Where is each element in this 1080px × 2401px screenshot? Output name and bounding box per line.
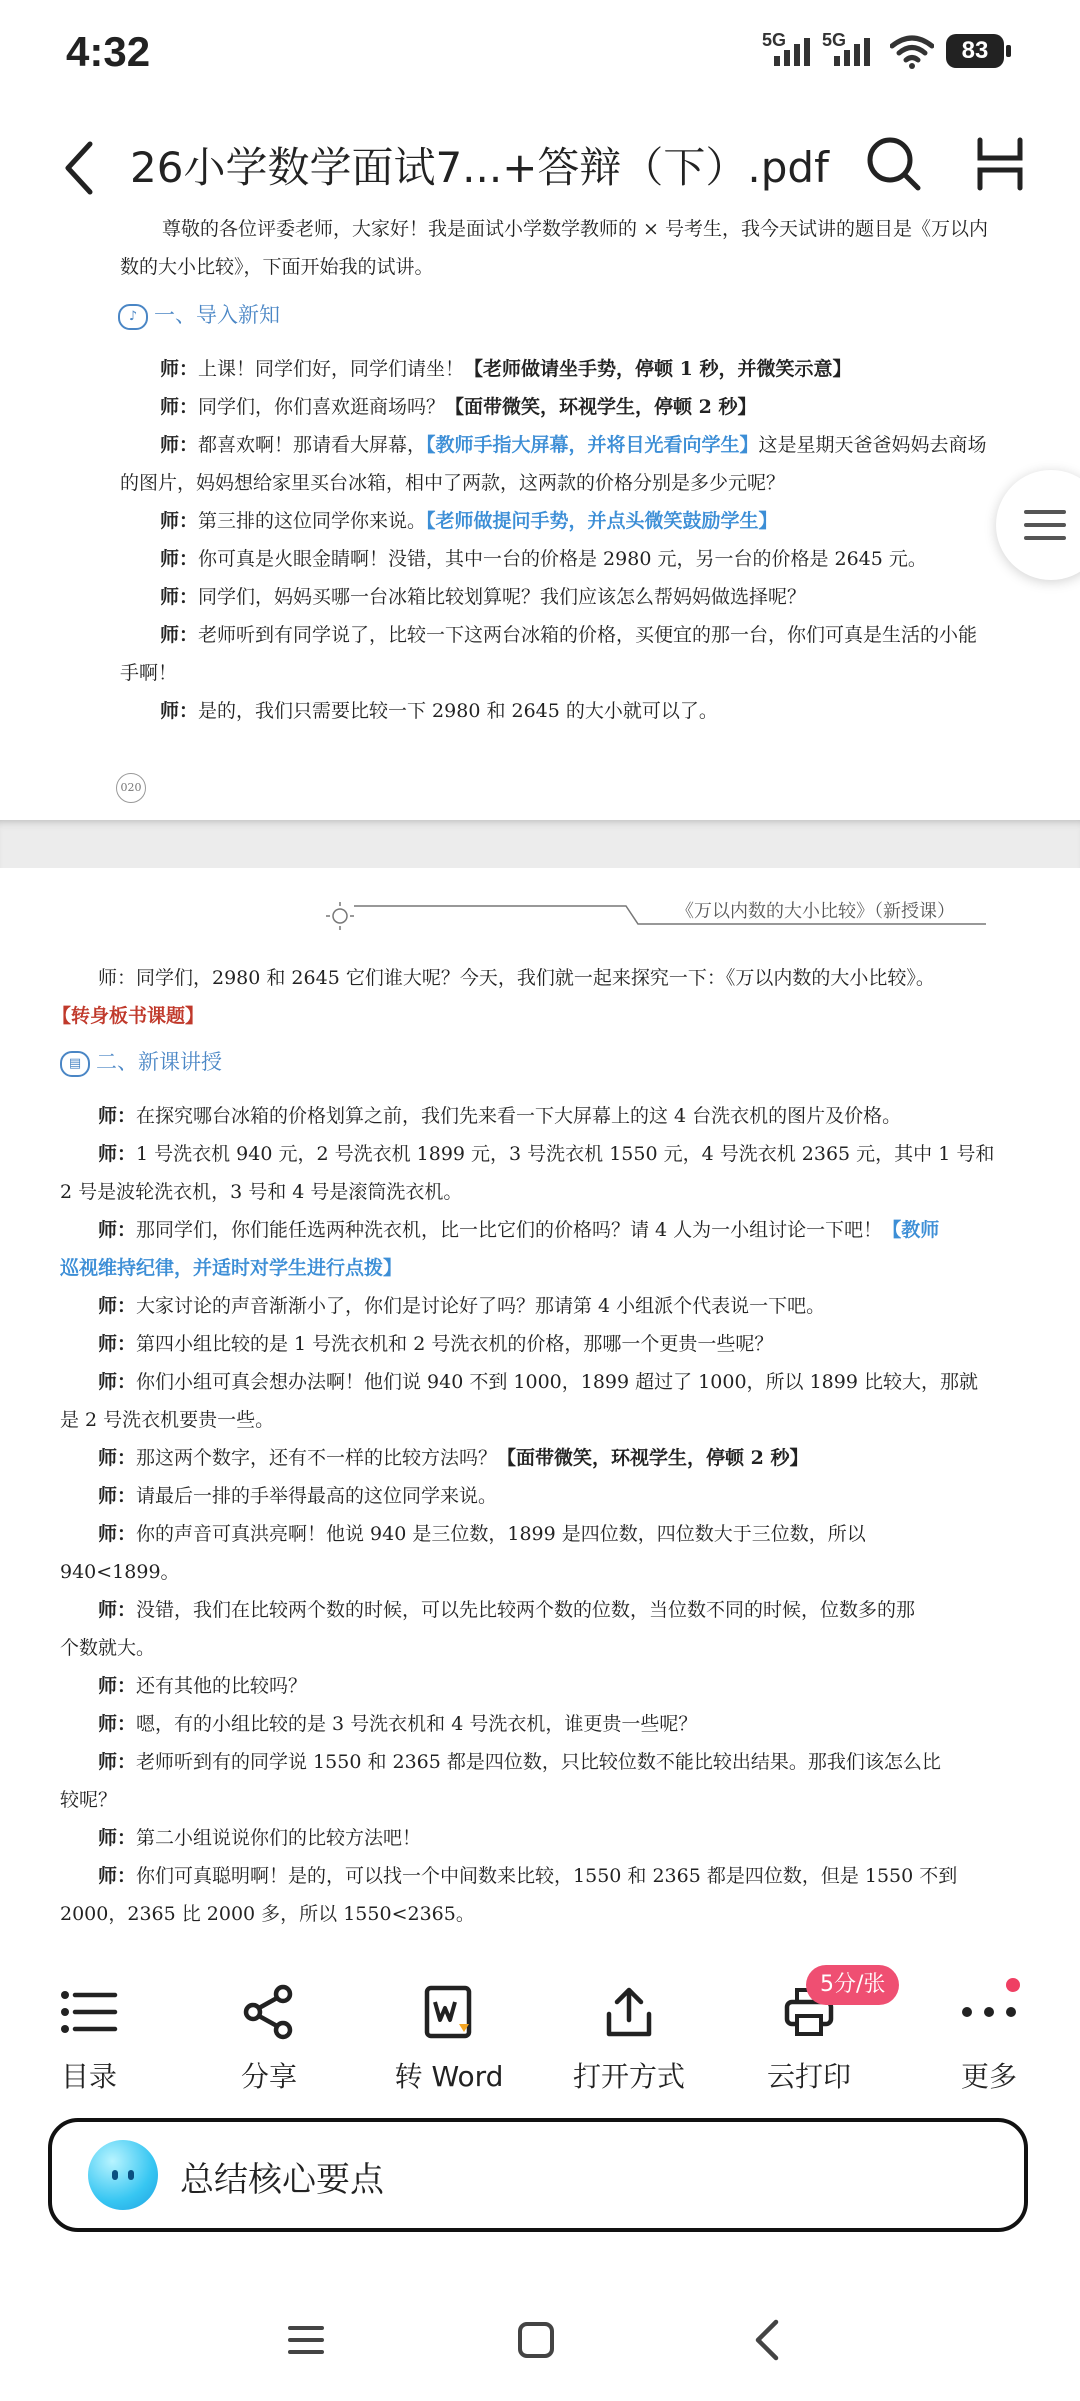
ai-summary-text: 总结核心要点 xyxy=(180,2160,384,2200)
ai-assistant-avatar xyxy=(88,2140,158,2210)
dialog-line: 师：老师听到有的同学说 1550 和 2365 都是四位数，只比较位数不能比较出结果。那我们该怎么比 xyxy=(98,1751,941,1773)
ai-summary-bar[interactable] xyxy=(48,2118,1028,2232)
intro-line-1: 尊敬的各位评委老师，大家好！我是面试小学数学教师的 × 号考生，我今天试讲的题目是《万以内 xyxy=(162,218,989,240)
page-number: 020 xyxy=(116,773,146,803)
dialog-line: 师：同学们，你们喜欢逛商场吗？【面带微笑，环视学生，停顿 2 秒】 xyxy=(160,396,757,418)
clock: 4:32 xyxy=(66,28,151,75)
dialog-line: 师：同学们，妈妈买哪一台冰箱比较划算呢？我们应该怎么帮妈妈做选择呢？ xyxy=(160,586,807,608)
pdf-page-2 xyxy=(0,868,1080,1968)
dialog-line: 的图片，妈妈想给家里买台冰箱，相中了两款，这两款的价格分别是多少元呢？ xyxy=(120,472,786,494)
page-separator xyxy=(0,820,1080,868)
home-icon[interactable] xyxy=(516,2320,556,2360)
toolbar-contents-button[interactable]: 目录 xyxy=(14,1977,164,2095)
toolbar-to-word-button[interactable]: 转 Word xyxy=(374,1977,524,2095)
dialog-line: 师：你可真是火眼金睛啊！没错，其中一台的价格是 2980 元，另一台的价格是 2645 元。 xyxy=(160,548,927,570)
dialog-line: 师：在探究哪台冰箱的价格划算之前，我们先来看一下大屏幕上的这 4 台洗衣机的图片及价格。 xyxy=(98,1105,902,1127)
share-icon xyxy=(241,1984,297,2040)
list-icon xyxy=(59,1987,119,2037)
dialog-line: 师：那同学们，你们能任选两种洗衣机，比一比它们的价格吗？请 4 人为一小组讨论一下吧！【教师 xyxy=(98,1219,940,1241)
section-heading-1: ♪ 一、导入新知 xyxy=(118,301,280,330)
section-icon: ♪ xyxy=(118,304,148,330)
back-icon[interactable] xyxy=(748,2318,788,2362)
recent-apps-icon[interactable] xyxy=(286,2320,326,2360)
dialog-line: 师：第三排的这位同学你来说。【老师做提问手势，并点头微笑鼓励学生】 xyxy=(160,510,778,532)
dialog-line: 师：大家讨论的声音渐渐小了，你们是讨论好了吗？那请第 4 小组派个代表说一下吧。 xyxy=(98,1295,826,1317)
pdf-page-1 xyxy=(0,205,1080,820)
signal-2-icon: 5G xyxy=(822,30,846,51)
notification-dot xyxy=(1006,1978,1020,1992)
dialog-line: 师：你们可真聪明啊！是的，可以找一个中间数来比较，1550 和 2365 都是四位数，但是 1550 不到 xyxy=(98,1865,958,1887)
toolbar-cloud-print-button[interactable]: 云打印 xyxy=(734,1977,884,2095)
dialog-line: 师：还有其他的比较吗？ xyxy=(98,1675,308,1697)
toolbar-open-with-button[interactable]: 打开方式 xyxy=(554,1977,704,2095)
signal-1-icon: 5G xyxy=(762,30,786,51)
open-with-icon xyxy=(601,1984,657,2040)
toolbar-more-button[interactable]: 更多 xyxy=(914,1977,1064,2095)
intro-line-2: 数的大小比较》，下面开始我的试讲。 xyxy=(120,256,434,278)
dialog-line: 2 号是波轮洗衣机，3 号和 4 号是滚筒洗衣机。 xyxy=(60,1181,463,1203)
dialog-line: 师：你的声音可真洪亮啊！他说 940 是三位数，1899 是四位数，四位数大于三位数，所以 xyxy=(98,1523,866,1545)
system-nav-bar xyxy=(0,2290,1080,2401)
dialog-line: 手啊！ xyxy=(120,662,178,684)
board-note: 【转身板书课题】 xyxy=(52,1005,205,1027)
bottom-toolbar xyxy=(0,1965,1080,2105)
word-icon xyxy=(421,1984,477,2040)
dialog-line: 师：是的，我们只需要比较一下 2980 和 2645 的大小就可以了。 xyxy=(160,700,718,722)
dialog-line: 巡视维持纪律，并适时对学生进行点拨】 xyxy=(60,1257,403,1279)
dialog-line: 师：没错，我们在比较两个数的时候，可以先比较两个数的位数，当位数不同的时候，位数多的那 xyxy=(98,1599,916,1621)
dialog-line: 个数就大。 xyxy=(60,1637,156,1659)
dialog-line: 较呢？ xyxy=(60,1789,118,1811)
dialog-line: 师：嗯，有的小组比较的是 3 号洗衣机和 4 号洗衣机，谁更贵一些呢？ xyxy=(98,1713,698,1735)
dialog-line: 是 2 号洗衣机要贵一些。 xyxy=(60,1409,275,1431)
section-icon: ▤ xyxy=(60,1051,90,1077)
print-price-badge: 5分/张 xyxy=(806,1965,899,2005)
wifi-icon xyxy=(890,34,934,70)
dialog-line: 师：1 号洗衣机 940 元，2 号洗衣机 1899 元，3 号洗衣机 1550 元，4 号洗衣机 2365 元，其中 1 号和 xyxy=(98,1143,995,1165)
toolbar-share-button[interactable]: 分享 xyxy=(194,1977,344,2095)
battery-indicator: 83 xyxy=(946,34,1004,68)
status-bar xyxy=(0,0,1080,110)
dialog-line: 师：请最后一排的手举得最高的这位同学来说。 xyxy=(98,1485,498,1507)
dialog-line: 师：你们小组可真会想办法啊！他们说 940 不到 1000，1899 超过了 1000，所以 1899 比较大，那就 xyxy=(98,1371,978,1393)
running-head: 《万以内数的大小比较》（新授课） xyxy=(676,901,955,922)
more-icon xyxy=(959,2002,1019,2022)
intro-line: 师：同学们，2980 和 2645 它们谁大呢？今天，我们就一起来探究一下：《万以内数的大小比较》。 xyxy=(98,967,935,989)
dialog-line: 2000，2365 比 2000 多，所以 1550<2365。 xyxy=(60,1903,475,1925)
document-title: 26小学数学面试7...+答辩（下）.pdf xyxy=(130,143,829,192)
dialog-line: 师：老师听到有同学说了，比较一下这两台冰箱的价格，买便宜的那一台，你们可真是生活的小能 xyxy=(160,624,978,646)
search-icon[interactable] xyxy=(864,134,924,194)
dialog-line: 师：那这两个数字，还有不一样的比较方法吗？【面带微笑，环视学生，停顿 2 秒】 xyxy=(98,1447,809,1469)
dialog-line: 940<1899。 xyxy=(60,1561,180,1583)
back-arrow-icon[interactable] xyxy=(60,138,100,198)
dialog-line: 师：第二小组说说你们的比较方法吧！ xyxy=(98,1827,422,1849)
dialog-line: 师：都喜欢啊！那请看大屏幕，【教师手指大屏幕，并将目光看向学生】这是星期天爸爸妈妈去商场 xyxy=(160,434,987,456)
dialog-line: 师：第四小组比较的是 1 号洗衣机和 2 号洗衣机的价格，那哪一个更贵一些呢？ xyxy=(98,1333,774,1355)
dialog-line: 师：上课！同学们好，同学们请坐！【老师做请坐手势，停顿 1 秒，并微笑示意】 xyxy=(160,358,852,380)
section-heading-2: ▤ 二、新课讲授 xyxy=(60,1048,222,1077)
page-mode-icon[interactable] xyxy=(972,136,1028,192)
